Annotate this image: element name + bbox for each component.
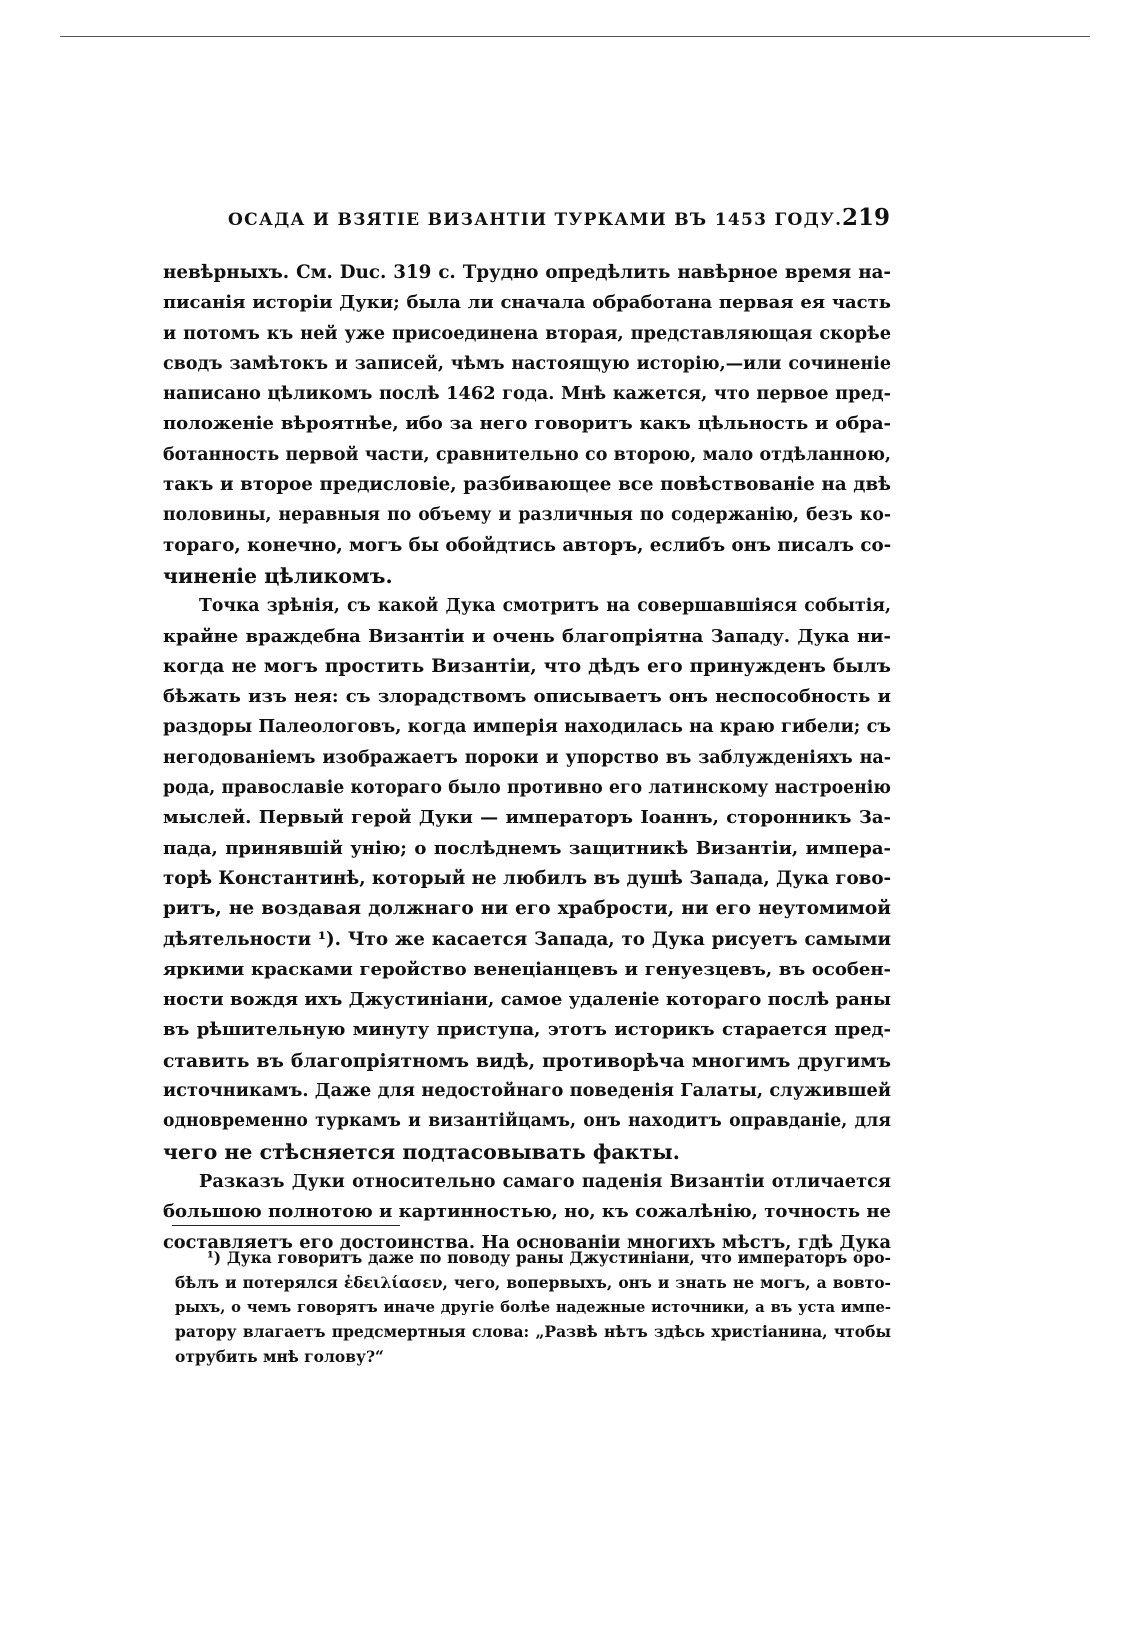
text-line: Разказъ Дуки относительно самаго паденія Византіи отличается bbox=[199, 1170, 891, 1192]
text-line: чего не стѣсняется подтасовывать факты. bbox=[163, 1139, 680, 1164]
text-line: невѣрныхъ. См. Duc. 319 с. Трудно опредѣлить навѣрное время на- bbox=[163, 262, 891, 283]
text-line: положеніе вѣроятнѣе, ибо за него говоритъ какъ цѣльность и обра- bbox=[163, 413, 891, 435]
text-line: дѣятельности ¹). Что же касается Запада, то Дука рисуетъ самыми bbox=[163, 928, 891, 950]
text-line: яркими красками геройство венеціанцевъ и генуезцевъ, въ особен- bbox=[163, 958, 891, 980]
text-line: когда не могъ простить Византіи, что дѣдъ его принужденъ былъ bbox=[163, 655, 891, 677]
text-line: ставить въ благопріятномъ видѣ, противорѣча многимъ другимъ bbox=[163, 1049, 891, 1072]
text-line: чиненіе цѣликомъ. bbox=[163, 563, 393, 588]
text-line: и потомъ къ ней уже присоединена вторая, представляющая скорѣе bbox=[163, 322, 891, 344]
text-line: такъ и второе предисловіе, разбивающее все повѣствованіе на двѣ bbox=[163, 474, 891, 496]
running-title: ОСАДА И ВЗЯТІЕ ВИЗАНТІИ ТУРКАМИ ВЪ 1453 ГОДУ. bbox=[228, 210, 843, 230]
text-line: ботанность первой части, сравнительно со второю, мало отдѣланною, bbox=[163, 444, 891, 465]
footnote-line: рыхъ, о чемъ говорятъ иначе другіе болѣе надежные источники, а въ уста импе- bbox=[175, 1298, 891, 1316]
text-line: бѣжать изъ нея: съ злорадствомъ описываетъ онъ неспособность и bbox=[163, 686, 891, 708]
text-line: половины, неравныя по объему и различныя по содержанію, безъ ко- bbox=[163, 505, 891, 526]
running-header bbox=[228, 204, 890, 238]
text-line: крайне враждебна Византіи и очень благопріятна Западу. Дука ни- bbox=[163, 625, 891, 647]
text-line: тораго, конечно, могъ бы обойдтись авторъ, еслибъ онъ писалъ со- bbox=[163, 534, 892, 556]
text-line: рода, православіе котораго было противно его латинскому настроенію bbox=[163, 778, 891, 799]
text-line: одновременно туркамъ и византійцамъ, онъ находитъ оправданіе, для bbox=[163, 1111, 891, 1132]
footnote-line: бѣлъ и потерялся ἐδειλίασεν, чего, вопервыхъ, онъ и знать не могъ, а вовто- bbox=[175, 1272, 891, 1292]
text-line: сводъ замѣтокъ и записей, чѣмъ настоящую исторію,—или сочиненіе bbox=[163, 353, 891, 374]
text-line: пада, принявшій унію; о послѣднемъ защитникѣ Византіи, импера- bbox=[163, 837, 891, 859]
footnote-line: ¹) Дука говоритъ даже по поводу раны Джустиніани, что императоръ оро- bbox=[207, 1248, 891, 1267]
text-line: писанія исторіи Дуки; была ли сначала обработана первая ея часть bbox=[163, 292, 891, 314]
main-text bbox=[163, 258, 891, 1258]
page-number: 219 bbox=[841, 204, 890, 231]
text-line: Точка зрѣнія, съ какой Дука смотритъ на совершавшіяся событія, bbox=[199, 596, 891, 617]
footnote-line: отрубить мнѣ голову?“ bbox=[175, 1347, 384, 1367]
footnote bbox=[175, 1246, 891, 1370]
text-line: негодованіемъ изображаетъ пороки и упорство въ заблужденіяхъ на- bbox=[163, 747, 891, 768]
text-line: большою полнотою и картинностью, но, къ сожалѣнію, точность не bbox=[163, 1201, 891, 1223]
top-rule bbox=[60, 36, 1090, 37]
text-line: мыслей. Первый герой Дуки — императоръ Іоаннъ, сторонникъ За- bbox=[163, 807, 891, 829]
text-line: источникамъ. Даже для недостойнаго поведенія Галаты, служившей bbox=[163, 1080, 891, 1102]
text-line: ности вождя ихъ Джустиніани, самое удаленіе котораго послѣ раны bbox=[163, 989, 891, 1011]
text-line: въ рѣшительную минуту приступа, этотъ историкъ старается пред- bbox=[163, 1019, 891, 1041]
text-line: торѣ Константинѣ, который не любилъ въ душѣ Запада, Дука гово- bbox=[163, 867, 892, 889]
text-line: написано цѣликомъ послѣ 1462 года. Мнѣ кажется, что первое пред- bbox=[163, 383, 891, 405]
footnote-separator bbox=[172, 1225, 400, 1226]
footnote-line: ратору влагаетъ предсмертныя слова: „Развѣ нѣтъ здѣсь христіанина, чтобы bbox=[175, 1322, 891, 1342]
text-line: раздоры Палеологовъ, когда имперія находилась на краю гибели; съ bbox=[163, 716, 891, 738]
text-line: ритъ, не воздавая должнаго ни его храбрости, ни его неутомимой bbox=[163, 898, 891, 920]
text-line: составляетъ его достоинства. На основаніи многихъ мѣстъ, гдѣ Дука bbox=[163, 1231, 891, 1253]
